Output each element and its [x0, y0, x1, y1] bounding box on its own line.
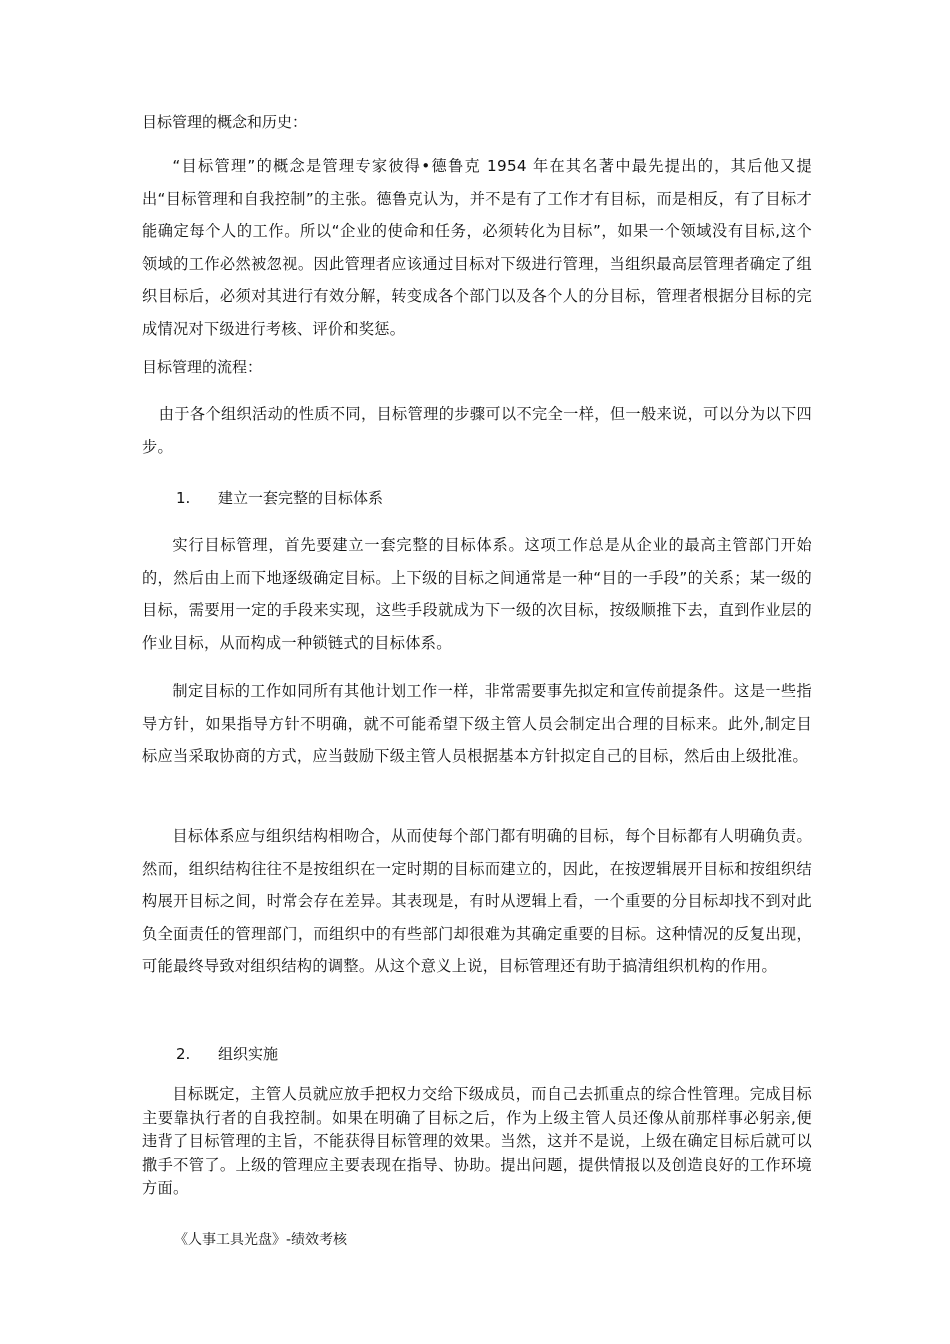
concept-history-heading: 目标管理的概念和历史： — [142, 113, 308, 131]
step-1-title: 建立一套完整的目标体系 — [218, 489, 384, 507]
step-1-number: 1. — [176, 489, 191, 507]
step-2-paragraph: 目标既定，主管人员就应放手把权力交给下级成员，而自己去抓重点的综合性管理。完成目标主要靠执行者的自我控制。如果在明确了目标之后，作为上级主管人员还像从前那样事必躬亲,便违背了目标管理的主旨，不能获得目标管理的效果。当然，这并不是说，上级在确定目标后就可以撒手不管了。上级的管理应主要表现在指导、协助。提出问题，提供情报以及创造良好的工作环境方面。 — [142, 1085, 812, 1197]
step-1-paragraph-3: 目标体系应与组织结构相吻合，从而使每个部门都有明确的目标，每个目标都有人明确负责。然而，组织结构往往不是按组织在一定时期的目标而建立的，因此，在按逻辑展开目标和按组织结构展开目标之间，时常会存在差异。其表现是，有时从逻辑上看，一个重要的分目标却找不到对此负全面责任的管理部门，而组织中的有些部门却很难为其确定重要的目标。这种情况的反复出现，可能最终导致对组织结构的调整。从这个意义上说，目标管理还有助于搞清组织机构的作用。 — [142, 827, 812, 975]
step-1-paragraph-2: 制定目标的工作如同所有其他计划工作一样，非常需要事先拟定和宣传前提条件。这是一些指导方针，如果指导方针不明确，就不可能希望下级主管人员会制定出合理的目标来。此外,制定目标应当采取协商的方式，应当鼓励下级主管人员根据基本方针拟定自己的目标，然后由上级批准。 — [142, 682, 812, 765]
step-1-heading — [176, 486, 383, 510]
process-intro-paragraph: 由于各个组织活动的性质不同，目标管理的步骤可以不完全一样，但一般来说，可以分为以下四步。 — [142, 405, 812, 456]
step-2-title: 组织实施 — [218, 1045, 279, 1063]
step-2-heading — [176, 1042, 278, 1066]
step-1-paragraph-1: 实行目标管理，首先要建立一套完整的目标体系。这项工作总是从企业的最高主管部门开始的，然后由上而下地逐级确定目标。上下级的目标之间通常是一种“目的一手段”的关系；某一级的目标，需要用一定的手段来实现，这些手段就成为下一级的次目标，按级顺推下去，直到作业层的作业目标，从而构成一种锁链式的目标体系。 — [142, 536, 812, 652]
step-2-number: 2. — [176, 1045, 191, 1063]
footer-text: 《人事工具光盘》-绩效考核 — [174, 1232, 348, 1248]
concept-history-paragraph: “目标管理”的概念是管理专家彼得•德鲁克 1954 年在其名著中最先提出的，其后他又提出“目标管理和自我控制”的主张。德鲁克认为，并不是有了工作才有目标，而是相反，有了目标才能确定每个人的工作。所以“企业的使命和任务，必须转化为目标”，如果一个领域没有目标,这个领域的工作必然被忽视。因此管理者应该通过目标对下级进行管理，当组织最高层管理者确定了组织目标后，必须对其进行有效分解，转变成各个部门以及各个人的分目标，管理者根据分目标的完成情况对下级进行考核、评价和奖惩。 — [142, 157, 812, 338]
process-heading: 目标管理的流程： — [142, 358, 263, 376]
